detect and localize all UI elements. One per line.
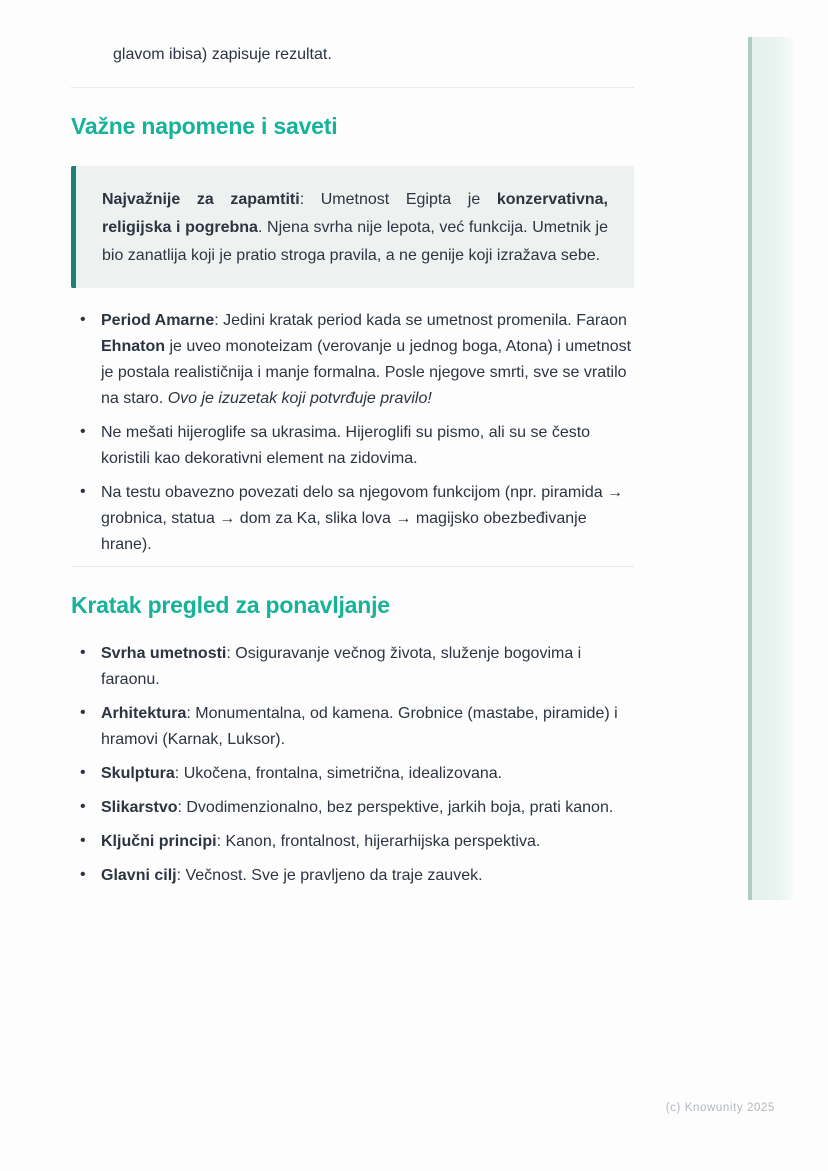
- text-segment: : Večnost. Sve je pravljeno da traje zauvek.: [176, 867, 483, 884]
- text-segment: : Umetnost Egipta je: [299, 191, 497, 208]
- list-item-text: [101, 799, 613, 816]
- summary-list: [71, 641, 634, 889]
- bullet-icon: •: [80, 423, 86, 440]
- list-item-text: [101, 484, 623, 553]
- text-segment: Slikarstvo: [101, 799, 178, 816]
- section-title-vazne-napomene: Važne napomene i saveti: [71, 113, 338, 139]
- callout-box: [71, 166, 634, 288]
- text-segment: konzervativna, religijska i pogrebna: [102, 191, 608, 236]
- bullet-icon: •: [80, 704, 86, 721]
- list-item: [79, 420, 634, 472]
- bullet-icon: •: [80, 832, 86, 849]
- document-content: [71, 42, 634, 897]
- text-segment: Skulptura: [101, 765, 175, 782]
- text-segment: Ovo je izuzetak koji potvrđuje pravilo!: [167, 390, 432, 407]
- bullet-icon: •: [80, 311, 86, 328]
- text-segment: Glavni cilj: [101, 867, 177, 884]
- text-segment: : Kanon, frontalnost, hijerarhijska perspektiva.: [216, 833, 541, 850]
- list-item: [79, 863, 634, 889]
- text-segment: : Jedini kratak period kada se umetnost promenila. Faraon: [214, 312, 627, 329]
- bullet-icon: •: [80, 866, 86, 883]
- list-item-text: [101, 867, 483, 884]
- text-segment: : Ukočena, frontalna, simetrična, idealizovana.: [174, 765, 503, 782]
- list-item-text: [101, 645, 581, 688]
- text-segment: je uveo monoteizam (verovanje u jednog boga, Atona) i umetnost je postala realističnija i manje formalna. Posle njegove smrti, sve se vratilo na staro.: [101, 338, 632, 407]
- list-item-text: [101, 705, 618, 748]
- continuation-paragraph: glavom ibisa) zapisuje rezultat.: [113, 46, 332, 63]
- bullet-icon: •: [80, 798, 86, 815]
- page-edge-accent-bar: [748, 37, 793, 900]
- text-segment: Arhitektura: [101, 705, 187, 722]
- page-footer-credit: (c) Knowunity 2025: [665, 1102, 775, 1114]
- important-notes-list: [71, 308, 634, 558]
- list-item: [79, 641, 634, 693]
- list-item: [79, 795, 634, 821]
- list-item-text: [101, 765, 502, 782]
- text-segment: : Monumentalna, od kamena. Grobnice (mastabe, piramide) i hramovi (Karnak, Luksor).: [101, 705, 618, 748]
- text-segment: . Njena svrha nije lepota, već funkcija. Umetnik je bio zanatlija koji je pratio stroga pravila, a ne genije koji izražava sebe.: [102, 219, 609, 264]
- text-segment: Ključni principi: [101, 833, 217, 850]
- list-item-text: [101, 833, 540, 850]
- text-segment: Ehnaton: [101, 338, 165, 355]
- text-segment: Najvažnije za zapamtiti: [102, 191, 300, 208]
- list-item: [79, 829, 634, 855]
- bullet-icon: •: [80, 644, 86, 661]
- bullet-icon: •: [80, 483, 86, 500]
- list-item: [79, 701, 634, 753]
- section-divider: [71, 566, 634, 567]
- list-item: [79, 761, 634, 787]
- list-item: [79, 480, 634, 558]
- list-item-text: [101, 424, 590, 467]
- section-title-kratak-pregled: Kratak pregled za ponavljanje: [71, 592, 390, 618]
- text-segment: : Dvodimenzionalno, bez perspektive, jarkih boja, prati kanon.: [177, 799, 614, 816]
- text-segment: Ne mešati hijeroglife sa ukrasima. Hijeroglifi su pismo, ali su se često koristili kao dekorativni element na zidovima.: [101, 424, 591, 467]
- section-divider: [71, 87, 634, 88]
- list-item: [79, 308, 634, 412]
- bullet-icon: •: [80, 764, 86, 781]
- text-segment: : Osiguravanje večnog života, služenje bogovima i faraonu.: [101, 645, 582, 688]
- list-item-text: [101, 312, 631, 407]
- text-segment: Period Amarne: [101, 312, 215, 329]
- text-segment: Na testu obavezno povezati delo sa njegovom funkcijom (npr. piramida → grobnica, statua → dom za Ka, slika lova → magijsko obezbeđivanje hrane).: [101, 484, 624, 553]
- text-segment: Svrha umetnosti: [101, 645, 227, 662]
